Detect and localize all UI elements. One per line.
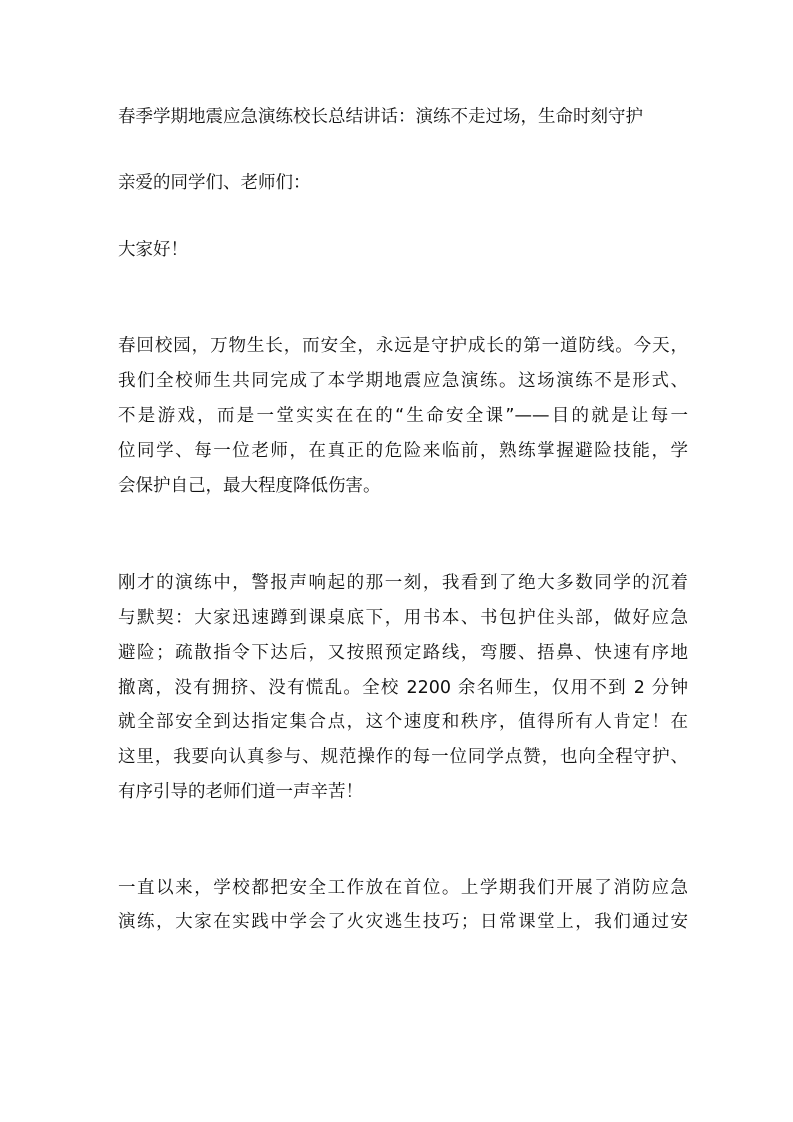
paragraph-line: 会保护自己，最大程度降低伤害。 <box>118 476 381 496</box>
document-title: 春季学期地震应急演练校长总结讲话：演练不走过场，生命时刻守护 <box>118 107 643 127</box>
paragraph-line: 这里，我要向认真参与、规范操作的每一位同学点赞，也向全程守护、 <box>118 747 688 767</box>
paragraph-line: 就全部安全到达指定集合点，这个速度和秩序，值得所有人肯定！在 <box>118 712 688 732</box>
paragraph-line: 位同学、每一位老师，在真正的危险来临前，熟练掌握避险技能，学 <box>118 441 688 461</box>
paragraph-line: 演练，大家在实践中学会了火灾逃生技巧；日常课堂上，我们通过安 <box>118 912 688 932</box>
paragraph-line: 避险；疏散指令下达后，又按照预定路线，弯腰、捂鼻、快速有序地 <box>118 643 688 663</box>
paragraph-line: 春回校园，万物生长，而安全，永远是守护成长的第一道防线。今天， <box>118 336 688 356</box>
paragraph-line: 撤离，没有拥挤、没有慌乱。全校 2200 余名师生，仅用不到 2 分钟 <box>118 678 688 698</box>
paragraph-line: 我们全校师生共同完成了本学期地震应急演练。这场演练不是形式、 <box>118 371 688 391</box>
salutation: 亲爱的同学们、老师们： <box>118 173 311 193</box>
paragraph-line: 刚才的演练中，警报声响起的那一刻，我看到了绝大多数同学的沉着 <box>118 573 688 593</box>
greeting: 大家好！ <box>118 240 188 260</box>
paragraph-line: 与默契：大家迅速蹲到课桌底下，用书本、书包护住头部，做好应急 <box>118 608 688 628</box>
paragraph-line: 一直以来，学校都把安全工作放在首位。上学期我们开展了消防应急 <box>118 878 688 898</box>
paragraph-line: 有序引导的老师们道一声辛苦！ <box>118 782 363 802</box>
paragraph-line: 不是游戏，而是一堂实实在在的“生命安全课”——目的就是让每一 <box>118 406 688 426</box>
